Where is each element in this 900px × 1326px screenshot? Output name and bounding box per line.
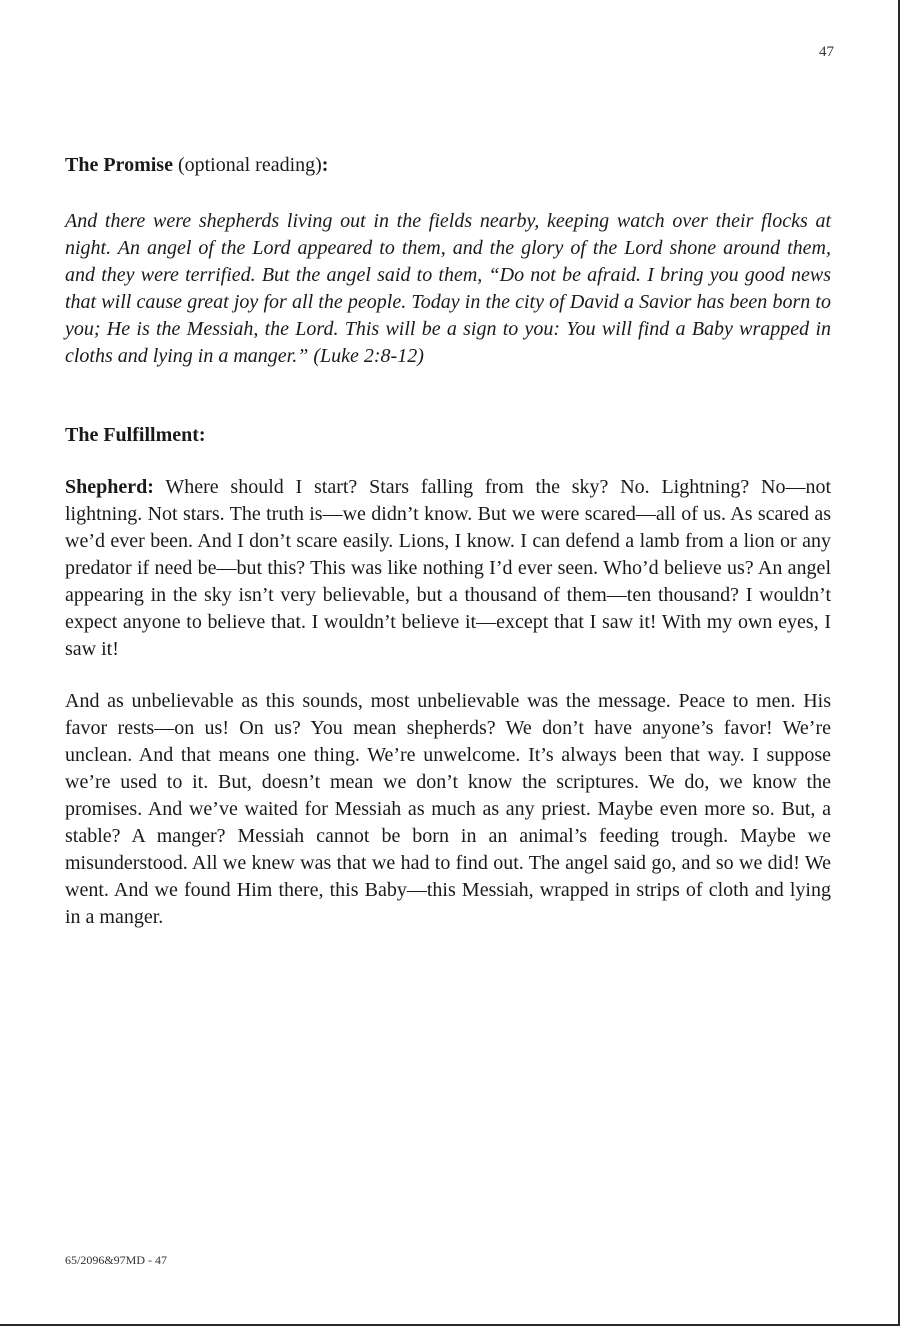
speaker-label: Shepherd:: [65, 476, 154, 498]
promise-title: The Promise: [65, 154, 173, 176]
promise-title-note: (optional reading): [172, 154, 322, 176]
page-number: 47: [819, 44, 834, 60]
fulfillment-heading: The Fulfillment:: [65, 424, 206, 446]
footer-code: 65/2096&97MD - 47: [65, 1253, 167, 1267]
promise-heading: [65, 150, 831, 180]
paragraph-1-text: Where should I start? Stars falling from the sky? No. Lightning? No—not lightning. Not stars. The truth is—we didn’t know. But we were scared—all of us. As scared as we’d ever been. And I don’t scare easily. Lions, I know. I can defend a lamb from a lion or any predator if need be—but this? This was like nothing I’d ever seen. Who’d believe us? An angel appearing in the sky isn’t very believable, but a thousand of them—ten thousand? I wouldn’t expect anyone to believe that. I wouldn’t believe it—except that I saw it! With my own eyes, I saw it!: [65, 476, 831, 660]
promise-title-colon: :: [321, 154, 329, 176]
shepherd-paragraph-1: [65, 474, 831, 663]
page-content: [65, 150, 831, 931]
shepherd-paragraph-2: And as unbelievable as this sounds, most unbelievable was the message. Peace to men. His favor rests—on us! On us? You mean shepherds? We don’t have anyone’s favor! We’re unclean. And that means one thing. We’re unwelcome. It’s always been that way. I suppose we’re used to it. But, doesn’t mean we don’t know the scriptures. We do, we know the promises. And we’ve waited for Messiah as much as any priest. Maybe even more so. But, a stable? A manger? Messiah cannot be born in an animal’s feeding trough. Maybe we misunderstood. All we knew was that we had to find out. The angel said go, and so we did! We went. And we found Him there, this Baby—this Messiah, wrapped in strips of cloth and lying in a manger.: [65, 690, 831, 928]
scripture-passage: And there were shepherds living out in the fields nearby, keeping watch over their flocks at night. An angel of the Lord appeared to them, and the glory of the Lord shone around them, and they were terrified. But the angel said to them, “Do not be afraid. I bring you good news that will cause great joy for all the people. Today in the city of David a Savior has been born to you; He is the Messiah, the Lord. This will be a sign to you: You will find a Baby wrapped in cloths and lying in a manger.” (Luke 2:8-12): [65, 210, 831, 367]
